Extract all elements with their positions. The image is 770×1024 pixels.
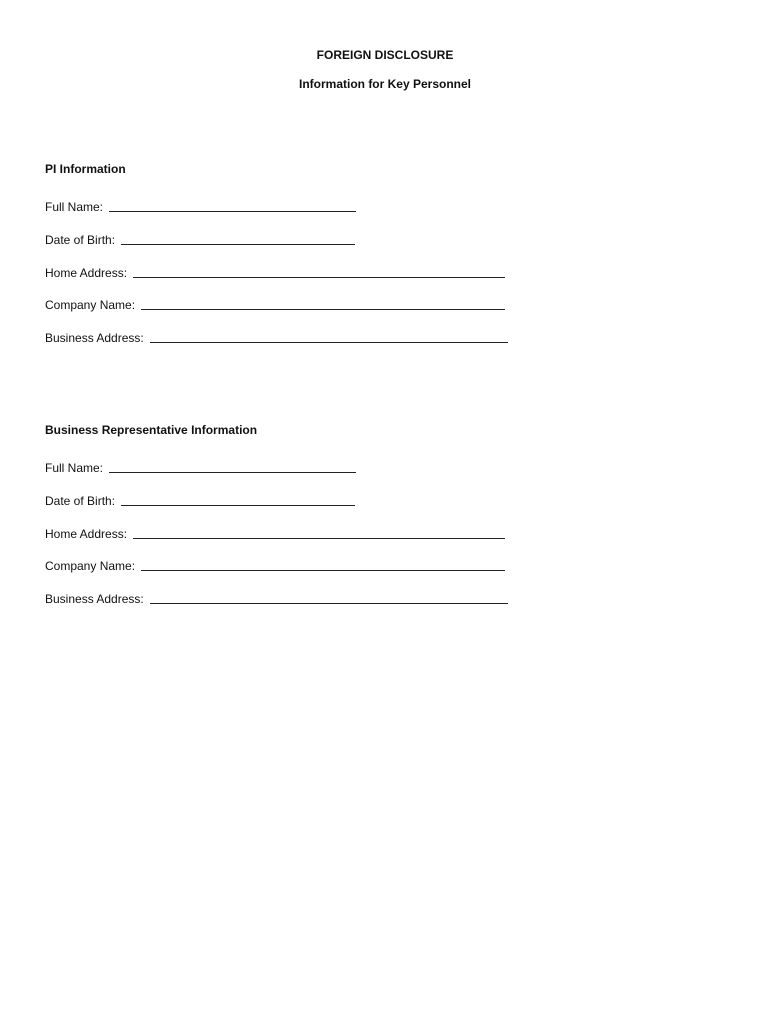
section-heading-pi: PI Information	[45, 162, 126, 176]
rep-home-address-field	[45, 525, 525, 541]
field-label: Company Name:	[45, 298, 136, 313]
field-label: Full Name:	[45, 200, 104, 214]
pi-information-section	[45, 161, 525, 362]
field-label: Home Address:	[45, 526, 128, 541]
pi-date-of-birth-input-line[interactable]	[121, 244, 355, 245]
rep-company-name-input-line[interactable]	[141, 570, 505, 571]
pi-business-address-input-line[interactable]	[150, 342, 508, 343]
pi-company-name-input-line[interactable]	[141, 309, 505, 310]
rep-company-name-field	[45, 557, 525, 573]
field-label: Date of Birth:	[45, 493, 116, 508]
rep-date-of-birth-input-line[interactable]	[121, 505, 355, 506]
rep-full-name-field	[45, 459, 525, 475]
section-heading-business-representative: Business Representative Information	[45, 423, 258, 437]
rep-date-of-birth-field	[45, 492, 525, 508]
business-representative-section	[45, 422, 525, 623]
pi-full-name-field	[45, 198, 525, 214]
pi-date-of-birth-field	[45, 231, 525, 247]
field-label: Date of Birth:	[45, 232, 116, 247]
rep-business-address-field	[45, 590, 525, 606]
pi-full-name-input-line[interactable]	[109, 211, 356, 212]
document-subtitle: Information for Key Personnel	[298, 77, 472, 91]
rep-business-address-input-line[interactable]	[150, 603, 508, 604]
field-label: Full Name:	[45, 461, 104, 475]
pi-business-address-field	[45, 329, 525, 345]
field-label: Business Address:	[45, 331, 144, 346]
pi-home-address-input-line[interactable]	[133, 277, 505, 278]
field-label: Company Name:	[45, 559, 136, 574]
field-label: Business Address:	[45, 592, 144, 607]
rep-full-name-input-line[interactable]	[109, 472, 356, 473]
pi-company-name-field	[45, 296, 525, 312]
field-label: Home Address:	[45, 265, 128, 280]
rep-home-address-input-line[interactable]	[133, 538, 505, 539]
document-title: FOREIGN DISCLOSURE	[316, 48, 454, 62]
pi-home-address-field	[45, 264, 525, 280]
